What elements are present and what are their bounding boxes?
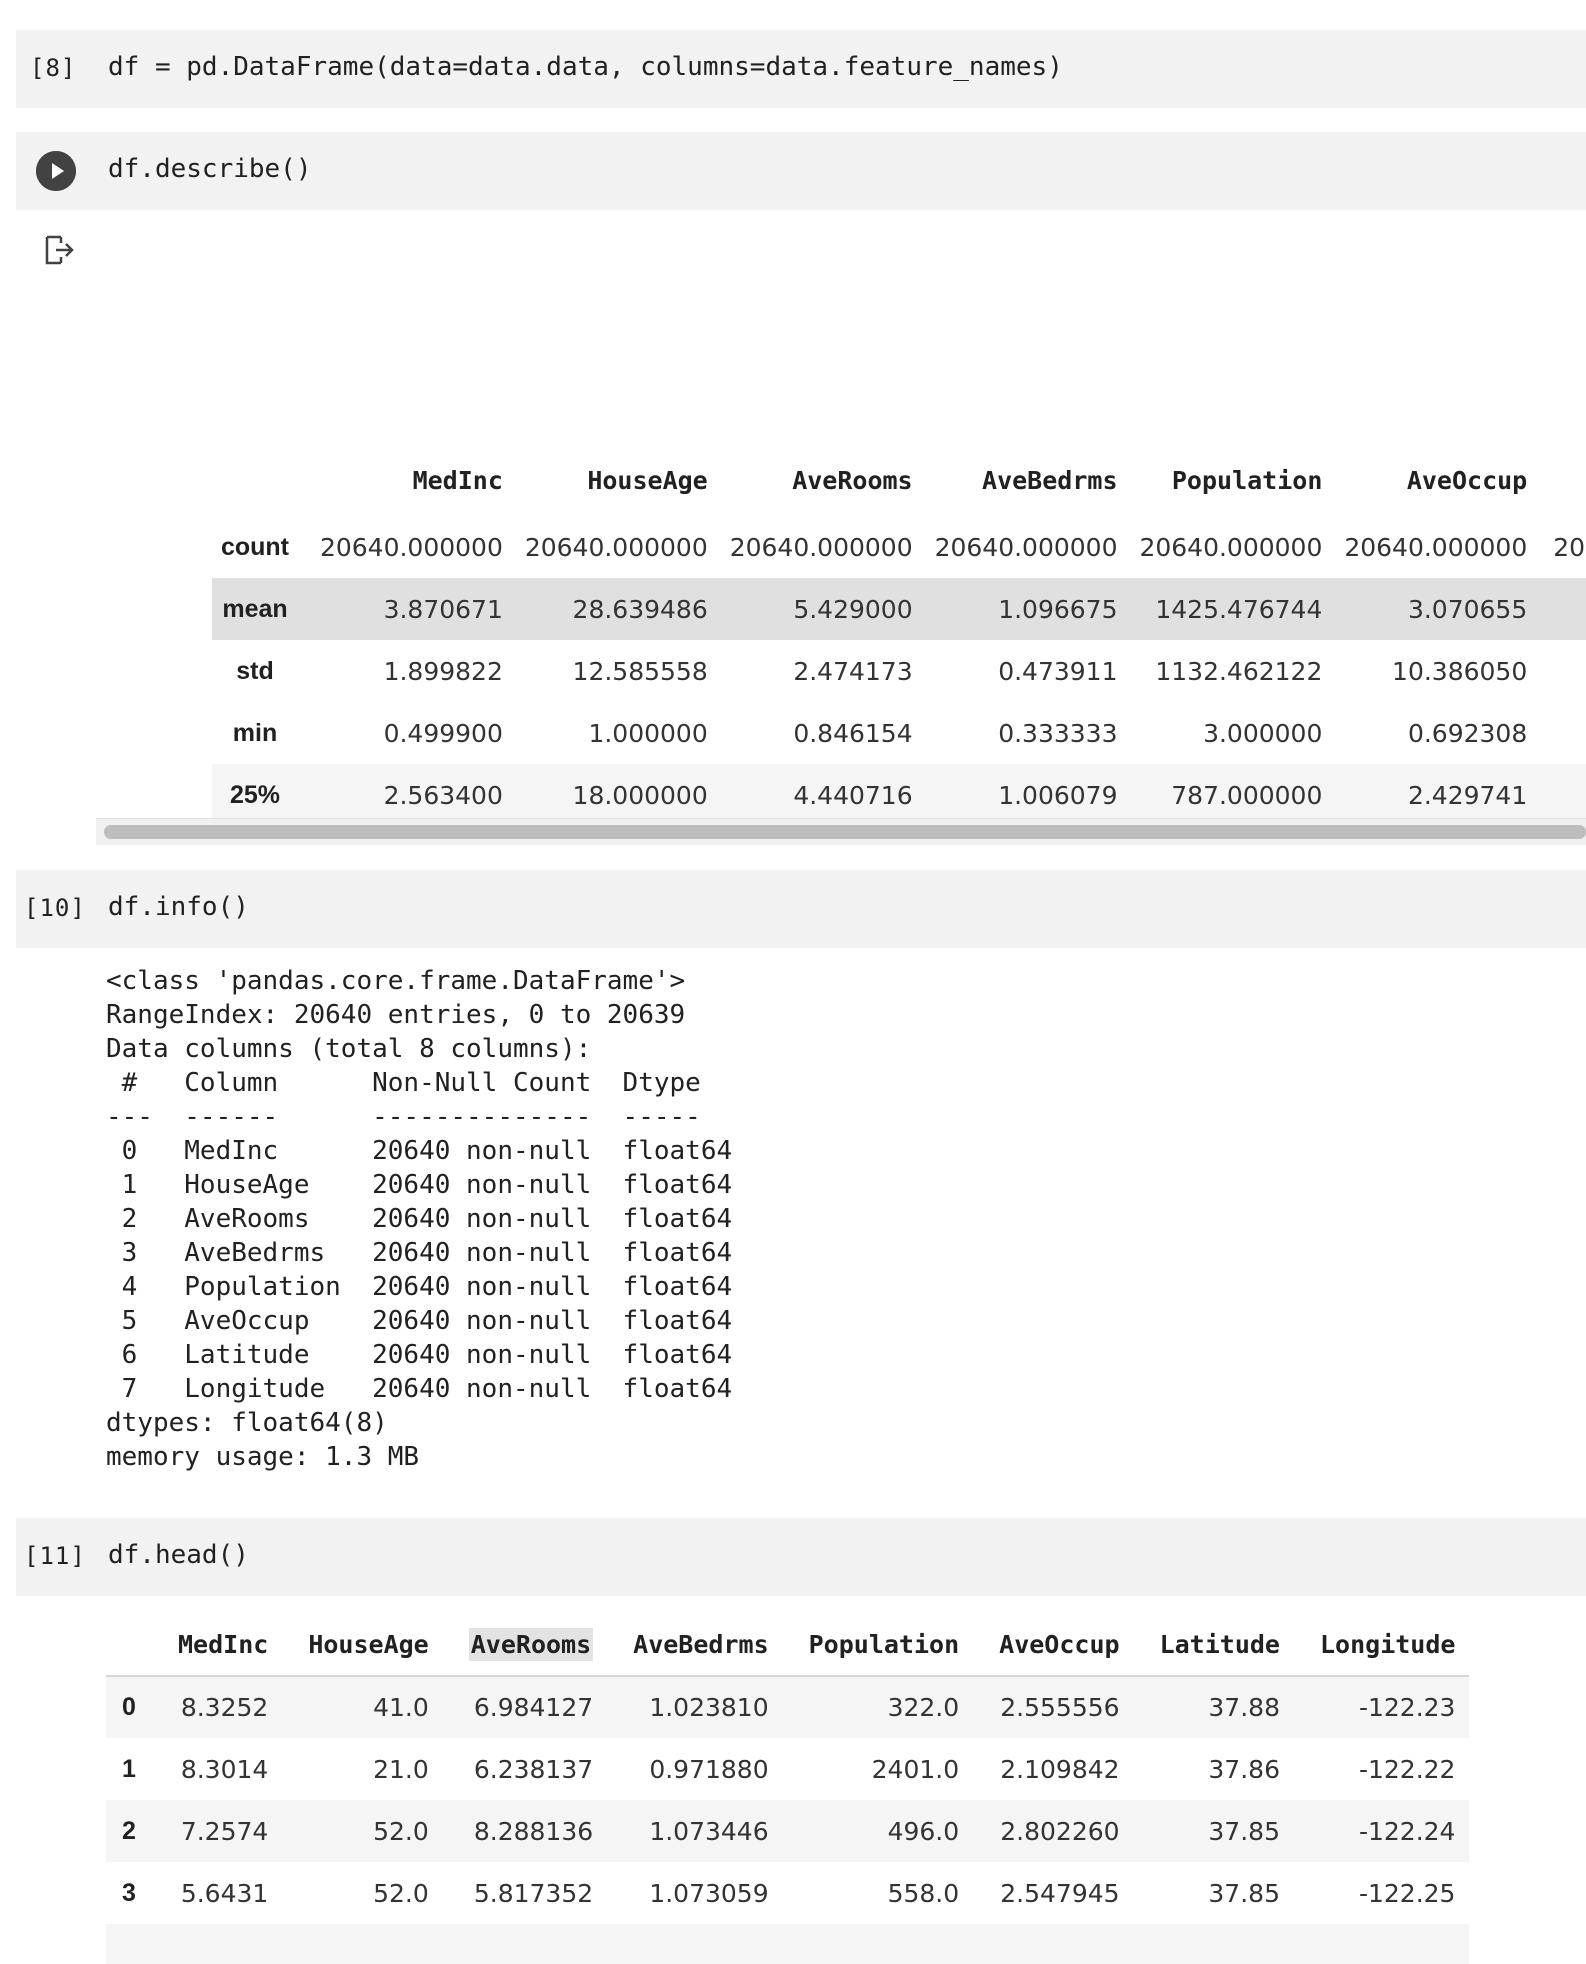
output-redirect-icon[interactable] <box>44 235 76 265</box>
table-cell: 20640.000000 <box>729 532 913 562</box>
row-label: min <box>232 718 278 747</box>
output-line: dtypes: float64(8) <box>106 1408 388 1438</box>
table-header-row <box>212 444 1586 516</box>
table-header-row <box>106 1614 1469 1676</box>
table-cell: 2.474173 <box>793 656 913 686</box>
row-label: 1 <box>122 1754 136 1783</box>
table-cell: 1.073446 <box>649 1816 769 1846</box>
table-cell <box>1527 640 1586 702</box>
table-cell: 5.429000 <box>793 594 913 624</box>
table-cell: 2.547945 <box>1000 1878 1120 1908</box>
table-cell: 5.6431 <box>180 1878 269 1908</box>
table-cell: 8.3014 <box>180 1754 269 1784</box>
output-line: 4 Population 20640 non-null float64 <box>106 1272 733 1302</box>
table-row <box>106 1924 1469 1964</box>
code-text[interactable]: df = pd.DataFrame(data=data.data, columns=data.feature_names) <box>108 52 1063 82</box>
output-line: 1 HouseAge 20640 non-null float64 <box>106 1170 733 1200</box>
table-cell: 20640.000000 <box>1344 532 1528 562</box>
column-header: Population <box>808 1630 960 1659</box>
column-header <box>1527 444 1586 516</box>
table-row <box>106 1738 1469 1800</box>
output-line: 3 AveBedrms 20640 non-null float64 <box>106 1238 733 1268</box>
row-label: count <box>220 532 290 561</box>
table-cell: 496.0 <box>887 1816 960 1846</box>
column-header: Longitude <box>1319 1630 1456 1659</box>
code-cell-head[interactable] <box>16 1518 1586 1596</box>
horizontal-scrollbar[interactable] <box>96 818 1586 845</box>
column-header-highlighted: AveRooms <box>470 1630 592 1659</box>
table-cell: 787.000000 <box>1171 780 1323 810</box>
table-row <box>212 764 1586 818</box>
table-cell: 21.0 <box>373 1754 429 1784</box>
column-header: HouseAge <box>308 1630 429 1659</box>
column-header: HouseAge <box>587 465 708 495</box>
info-output <box>106 964 732 1474</box>
table-cell: 1.073059 <box>649 1878 769 1908</box>
table-cell: 8.288136 <box>473 1816 594 1846</box>
table-cell: 0.692308 <box>1407 718 1528 748</box>
table-cell: 37.88 <box>1208 1693 1280 1722</box>
table-cell: 1.899822 <box>383 656 503 686</box>
table-cell <box>1527 578 1586 640</box>
table-cell: 37.85 <box>1208 1878 1280 1908</box>
table-cell: 2.802260 <box>1000 1816 1120 1846</box>
execution-count: [8] <box>30 54 77 82</box>
output-line: Data columns (total 8 columns): <box>106 1034 592 1064</box>
column-header: AveBedrms <box>633 1630 769 1659</box>
table-row <box>212 578 1586 640</box>
table-cell: 2.563400 <box>383 780 503 810</box>
table-row <box>106 1800 1469 1862</box>
table-cell: 0.846154 <box>793 718 913 748</box>
table-cell: 2.429741 <box>1407 780 1528 810</box>
code-text[interactable]: df.head() <box>108 1540 249 1570</box>
table-row <box>212 640 1586 702</box>
describe-output <box>106 222 1586 818</box>
table-cell: -122.23 <box>1358 1693 1456 1722</box>
table-cell: 4.440716 <box>793 780 913 810</box>
table-cell: 1132.462122 <box>1155 656 1323 686</box>
table-cell: 322.0 <box>887 1693 960 1722</box>
table-row <box>212 702 1586 764</box>
row-label: 2 <box>122 1816 136 1845</box>
table-cell: 1.096675 <box>998 594 1118 624</box>
table-cell: 1425.476744 <box>1155 594 1323 624</box>
table-cell: 558.0 <box>887 1878 960 1908</box>
table-cell: -122.25 <box>1358 1878 1456 1908</box>
table-cell: 20640.000000 <box>524 532 708 562</box>
scrollbar-thumb[interactable] <box>104 825 1586 839</box>
output-line: 7 Longitude 20640 non-null float64 <box>106 1374 733 1404</box>
column-header: Population <box>1171 465 1323 495</box>
table-row <box>212 516 1586 578</box>
output-line: RangeIndex: 20640 entries, 0 to 20639 <box>106 1000 686 1030</box>
row-label-partial <box>106 1924 152 1964</box>
table-cell: 0.473911 <box>998 656 1118 686</box>
output-line: 5 AveOccup 20640 non-null float64 <box>106 1306 733 1336</box>
column-header <box>443 1614 607 1676</box>
table-cell: -122.22 <box>1358 1754 1456 1784</box>
output-line: 0 MedInc 20640 non-null float64 <box>106 1136 733 1166</box>
table-cell: 1.006079 <box>998 780 1118 810</box>
table-cell: 6.984127 <box>473 1693 594 1722</box>
table-cell: 8.3252 <box>180 1693 269 1722</box>
code-text[interactable]: df.describe() <box>108 154 312 184</box>
row-label: 0 <box>122 1693 136 1721</box>
row-label: mean <box>222 594 288 623</box>
table-cell: 20640.000000 <box>934 532 1118 562</box>
table-cell: 20640.000000 <box>1139 532 1323 562</box>
table-cell: 41.0 <box>373 1693 429 1722</box>
row-label: 3 <box>122 1878 136 1907</box>
table-cell: 20 <box>1553 532 1586 562</box>
table-cell: 0.499900 <box>383 718 503 748</box>
row-label: 25% <box>229 780 281 809</box>
table-cell: 2.555556 <box>1000 1693 1120 1722</box>
run-cell-button[interactable] <box>36 151 76 191</box>
column-header: AveOccup <box>1406 465 1528 495</box>
table-cell: 0.971880 <box>649 1754 769 1784</box>
table-cell: 5.817352 <box>473 1878 594 1908</box>
column-header: Latitude <box>1159 1630 1280 1659</box>
table-cell: 3.070655 <box>1407 594 1528 624</box>
index-header <box>212 444 298 516</box>
column-header: MedInc <box>178 1630 269 1659</box>
output-line: --- ------ -------------- ----- <box>106 1102 733 1132</box>
table-cell: 12.585558 <box>572 656 708 686</box>
output-line: <class 'pandas.core.frame.DataFrame'> <box>106 966 686 996</box>
table-row <box>106 1862 1469 1924</box>
output-line: 6 Latitude 20640 non-null float64 <box>106 1340 733 1370</box>
execution-count: [10] <box>24 894 86 922</box>
table-cell: 2.109842 <box>1000 1754 1120 1784</box>
table-cell: 3.870671 <box>383 594 503 624</box>
table-cell: 3.000000 <box>1203 718 1323 748</box>
table-cell: 18.000000 <box>572 780 708 810</box>
head-table <box>106 1614 1469 1964</box>
table-cell: 2401.0 <box>871 1754 960 1784</box>
code-cell-dataframe[interactable] <box>16 30 1586 108</box>
table-cell: 37.86 <box>1208 1754 1280 1784</box>
column-header: MedInc <box>412 465 503 495</box>
table-cell: 52.0 <box>373 1878 429 1908</box>
table-cell: 6.238137 <box>473 1754 594 1784</box>
table-cell <box>1527 764 1586 818</box>
table-cell: 52.0 <box>373 1816 429 1846</box>
table-cell: 20640.000000 <box>319 532 503 562</box>
code-cell-describe[interactable] <box>16 132 1586 210</box>
column-header: AveRooms <box>792 465 913 495</box>
table-cell: 1.000000 <box>588 718 708 748</box>
row-label: std <box>236 656 274 685</box>
table-row <box>106 1676 1469 1738</box>
table-cell <box>1527 702 1586 764</box>
column-header: AveBedrms <box>982 465 1118 495</box>
table-cell: -122.24 <box>1358 1816 1456 1846</box>
table-cell: 0.333333 <box>998 718 1118 748</box>
table-cell: 28.639486 <box>572 594 708 624</box>
column-header: AveOccup <box>999 1630 1120 1659</box>
output-line: 2 AveRooms 20640 non-null float64 <box>106 1204 733 1234</box>
execution-count: [11] <box>24 1542 86 1570</box>
code-text[interactable]: df.info() <box>108 892 249 922</box>
describe-table <box>212 444 1586 818</box>
table-cell: 10.386050 <box>1392 656 1528 686</box>
table-cell: 1.023810 <box>649 1693 769 1722</box>
output-line: # Column Non-Null Count Dtype <box>106 1068 733 1098</box>
output-line: memory usage: 1.3 MB <box>106 1442 420 1472</box>
index-header <box>106 1614 152 1676</box>
table-cell: 37.85 <box>1208 1816 1280 1846</box>
play-circle-icon <box>36 151 76 191</box>
code-cell-info[interactable] <box>16 870 1586 948</box>
table-cell: 7.2574 <box>180 1816 269 1846</box>
table-cell-partial <box>152 1924 1469 1964</box>
